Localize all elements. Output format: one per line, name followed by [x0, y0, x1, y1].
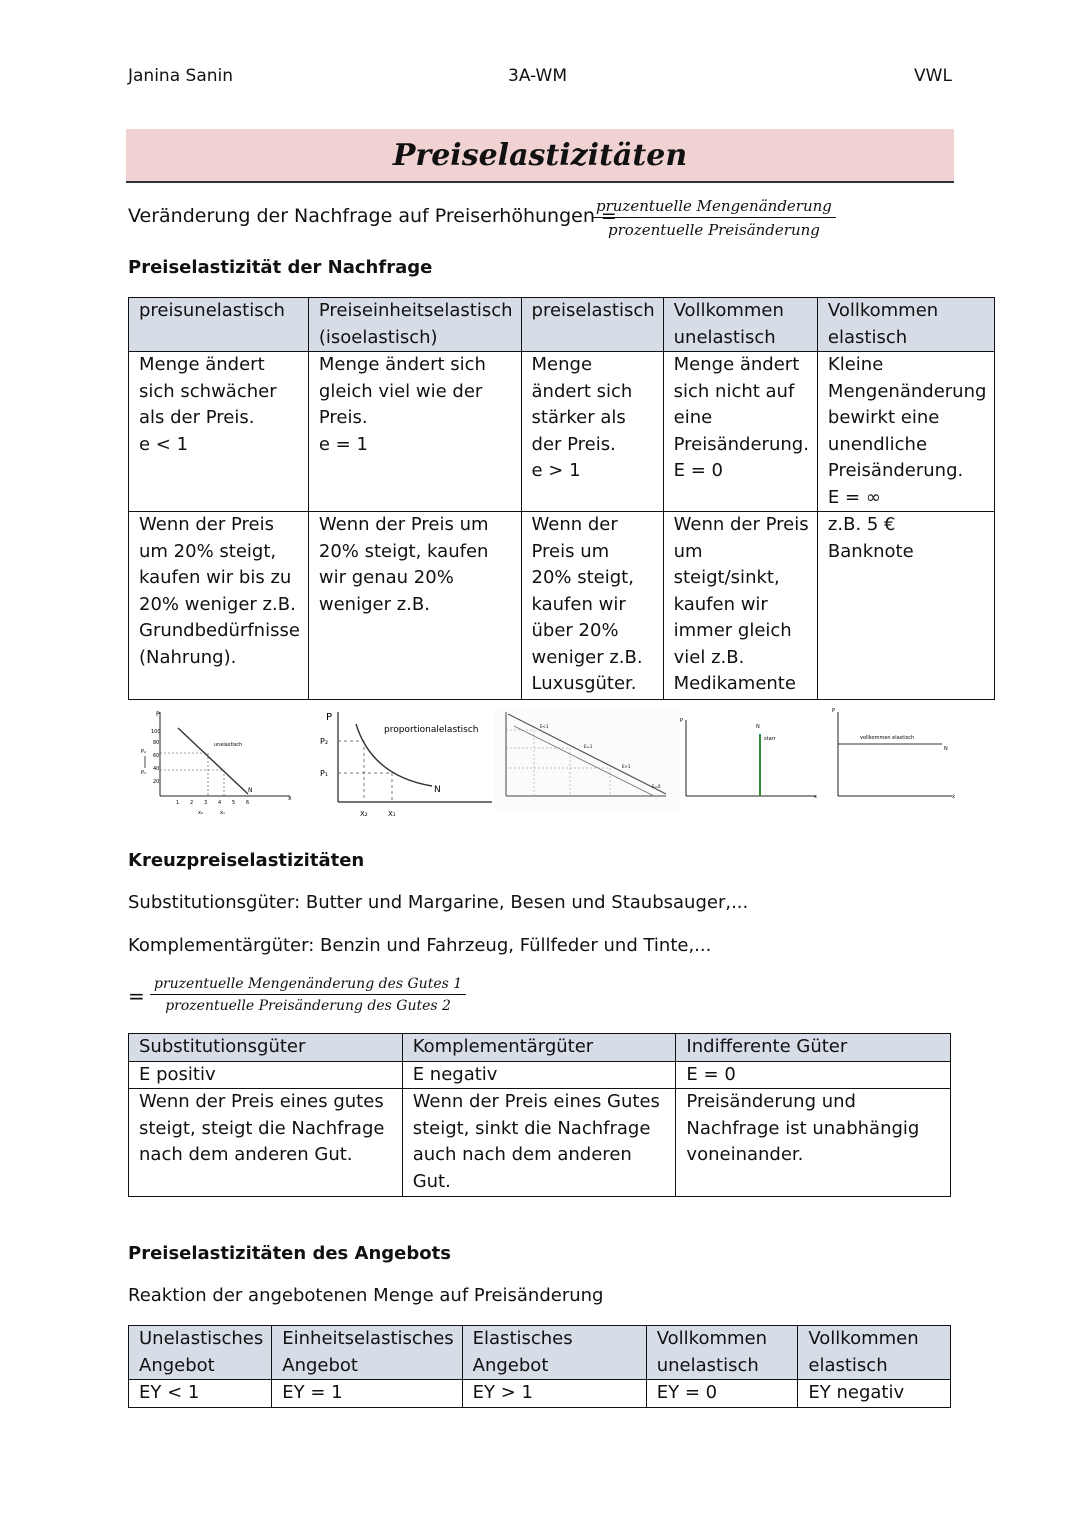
graph1-p1: P₁ [141, 770, 147, 776]
demand-head-4: Vollkommen unelastisch [663, 298, 817, 352]
supply-subtitle: Reaktion der angebotenen Menge auf Preisänderung [128, 1285, 604, 1306]
graph5-x-label: x [952, 794, 955, 800]
cross-desc: Wenn der Preis eines Gutes steigt, sinkt die Nachfrage auch nach dem anderen Gut. [402, 1089, 676, 1197]
formula-lhs: Veränderung der Nachfrage auf Preiserhöhungen = [128, 205, 617, 227]
demand-cell: Menge ändert sich gleich viel wie der Preis. e = 1 [308, 352, 521, 512]
title-banner [126, 129, 954, 183]
supply-value: EY > 1 [462, 1380, 646, 1408]
demand-example: Wenn der Preis um 20% steigt, kaufen wir genau 20% weniger z.B. [308, 512, 521, 700]
graph1-ytick: 20 [153, 779, 160, 785]
demand-header-row [129, 298, 995, 352]
graph1-ytick: 40 [153, 766, 160, 772]
supply-value: EY < 1 [129, 1380, 272, 1408]
demand-table [128, 297, 995, 700]
graph4-p-label: P [680, 718, 684, 724]
graph2-title: proportionalelastisch [384, 725, 479, 735]
supply-value: EY = 1 [272, 1380, 462, 1408]
graph-unelastisch [138, 708, 298, 826]
formula-numerator: pruzentuelle Mengenänderung [592, 197, 836, 218]
cross-substitutes-text: Substitutionsgüter: Butter und Margarine, Besen und Staubsauger,... [128, 892, 749, 913]
supply-header-row [129, 1326, 951, 1380]
supply-value-row [129, 1380, 951, 1408]
graph5-curve-label: N [944, 746, 948, 752]
supply-head-2: Einheitselastisches Angebot [272, 1326, 462, 1380]
page-title: Preiselastizitäten [392, 137, 688, 173]
graph1-title: unelastisch [214, 742, 243, 748]
graph1-xtick: 6 [246, 800, 250, 806]
graph4-title: starr [764, 736, 776, 742]
demand-cell: Kleine Mengenänderung bewirkt eine unendliche Preisänderung. E = ∞ [817, 352, 995, 512]
graph1-ytick: 80 [153, 740, 160, 746]
graph4-curve-label: N [756, 724, 760, 730]
supply-head-1: Unelastisches Angebot [129, 1326, 272, 1380]
demand-head-3: preiselastisch [521, 298, 663, 352]
supply-table [128, 1325, 951, 1408]
class-name: 3A-WM [508, 66, 567, 86]
graph1-p-label: P [156, 711, 160, 718]
graph1-ytick: 60 [153, 753, 160, 759]
demand-example: z.B. 5 € Banknote [817, 512, 995, 700]
graph3-label: E=0 [652, 784, 661, 789]
graph1-x-label: x [288, 795, 292, 802]
supply-head-4: Vollkommen unelastisch [646, 1326, 798, 1380]
graph3-label: E=1 [584, 744, 593, 749]
cross-value: E positiv [129, 1061, 403, 1089]
graph2-p2: P₂ [320, 737, 329, 746]
demand-head-5: Vollkommen elastisch [817, 298, 995, 352]
graph2-p1: P₁ [320, 769, 329, 778]
graph1-xtick: 3 [204, 800, 208, 806]
graph2-p-label: P [326, 712, 333, 723]
graph1-curve-label: N [248, 787, 253, 794]
graph1-p2: P₂ [141, 749, 147, 755]
author-name: Janina Sanin [128, 66, 234, 86]
demand-cell: Menge ändert sich schwächer als der Preis. e < 1 [129, 352, 309, 512]
demand-example: Wenn der Preis um 20% steigt, kaufen wir über 20% weniger z.B. Luxusgüter. [521, 512, 663, 700]
cross-formula-numerator: pruzentuelle Mengenänderung des Gutes 1 [150, 976, 466, 995]
cross-desc-row [129, 1089, 951, 1197]
graph1-x1: x₁ [220, 810, 225, 816]
graph2-curve-label: N [434, 785, 441, 795]
demand-heading: Preiselastizität der Nachfrage [128, 257, 433, 278]
supply-value: EY negativ [798, 1380, 951, 1408]
graph1-demand-curve [178, 728, 248, 794]
cross-desc: Preisänderung und Nachfrage ist unabhängig voneinander. [676, 1089, 951, 1197]
graph5-p-label: P [832, 708, 836, 714]
demand-cell: Menge ändert sich nicht auf eine Preisänderung. E = 0 [663, 352, 817, 512]
supply-head-3: Elastisches Angebot [462, 1326, 646, 1380]
cross-value-row [129, 1061, 951, 1089]
demand-example: Wenn der Preis um 20% steigt, kaufen wir bis zu 20% weniger z.B. Grundbedürfnisse (Nahrung). [129, 512, 309, 700]
graph1-xtick: 4 [218, 800, 222, 806]
demand-cell: Menge ändert sich stärker als der Preis. e > 1 [521, 352, 663, 512]
cross-table [128, 1033, 951, 1197]
graph4-x-label: x [814, 794, 817, 800]
formula-denominator: prozentuelle Preisänderung [608, 221, 820, 239]
cross-formula-denominator: prozentuelle Preisänderung des Gutes 2 [165, 998, 451, 1014]
cross-value: E = 0 [676, 1061, 951, 1089]
graph2-x1: X₁ [388, 810, 396, 818]
cross-heading: Kreuzpreiselastizitäten [128, 850, 365, 871]
subject-name: VWL [914, 66, 952, 86]
cross-complements-text: Komplementärgüter: Benzin und Fahrzeug, Füllfeder und Tinte,... [128, 935, 712, 956]
graph1-ytick: 100 [151, 729, 161, 735]
graph2-x2: X₂ [360, 810, 368, 818]
demand-example-row [129, 512, 995, 700]
cross-formula-fraction [150, 976, 466, 1014]
cross-eq-sign: = [128, 984, 145, 1008]
graph-vollkommen-elastisch [832, 706, 962, 802]
demand-head-2: Preiseinheitselastisch (isoelastisch) [308, 298, 521, 352]
graph1-xtick: 1 [176, 800, 180, 806]
graph-proportionalelastisch [312, 706, 492, 822]
demand-head-1: preisunelastisch [129, 298, 309, 352]
demand-desc-row [129, 352, 995, 512]
graph-elasticity-overview [494, 708, 680, 810]
graph1-x2: x₂ [198, 810, 203, 816]
graph1-xtick: 5 [232, 800, 236, 806]
cross-desc: Wenn der Preis eines gutes steigt, steigt die Nachfrage nach dem anderen Gut. [129, 1089, 403, 1197]
supply-head-5: Vollkommen elastisch [798, 1326, 951, 1380]
demand-example: Wenn der Preis um steigt/sinkt, kaufen wir immer gleich viel z.B. Medikamente [663, 512, 817, 700]
cross-head-1: Substitutionsgüter [129, 1034, 403, 1062]
graph1-xtick: 2 [190, 800, 194, 806]
graph3-label: E>1 [622, 764, 631, 769]
supply-heading: Preiselastizitäten des Angebots [128, 1243, 451, 1264]
formula-fraction [592, 197, 836, 239]
cross-head-2: Komplementärgüter [402, 1034, 676, 1062]
graph-starr [680, 714, 828, 800]
cross-head-3: Indifferente Güter [676, 1034, 951, 1062]
graph5-title: vollkommen elastisch [860, 735, 915, 741]
graph3-label: E<1 [540, 724, 549, 729]
cross-value: E negativ [402, 1061, 676, 1089]
supply-value: EY = 0 [646, 1380, 798, 1408]
cross-header-row [129, 1034, 951, 1062]
